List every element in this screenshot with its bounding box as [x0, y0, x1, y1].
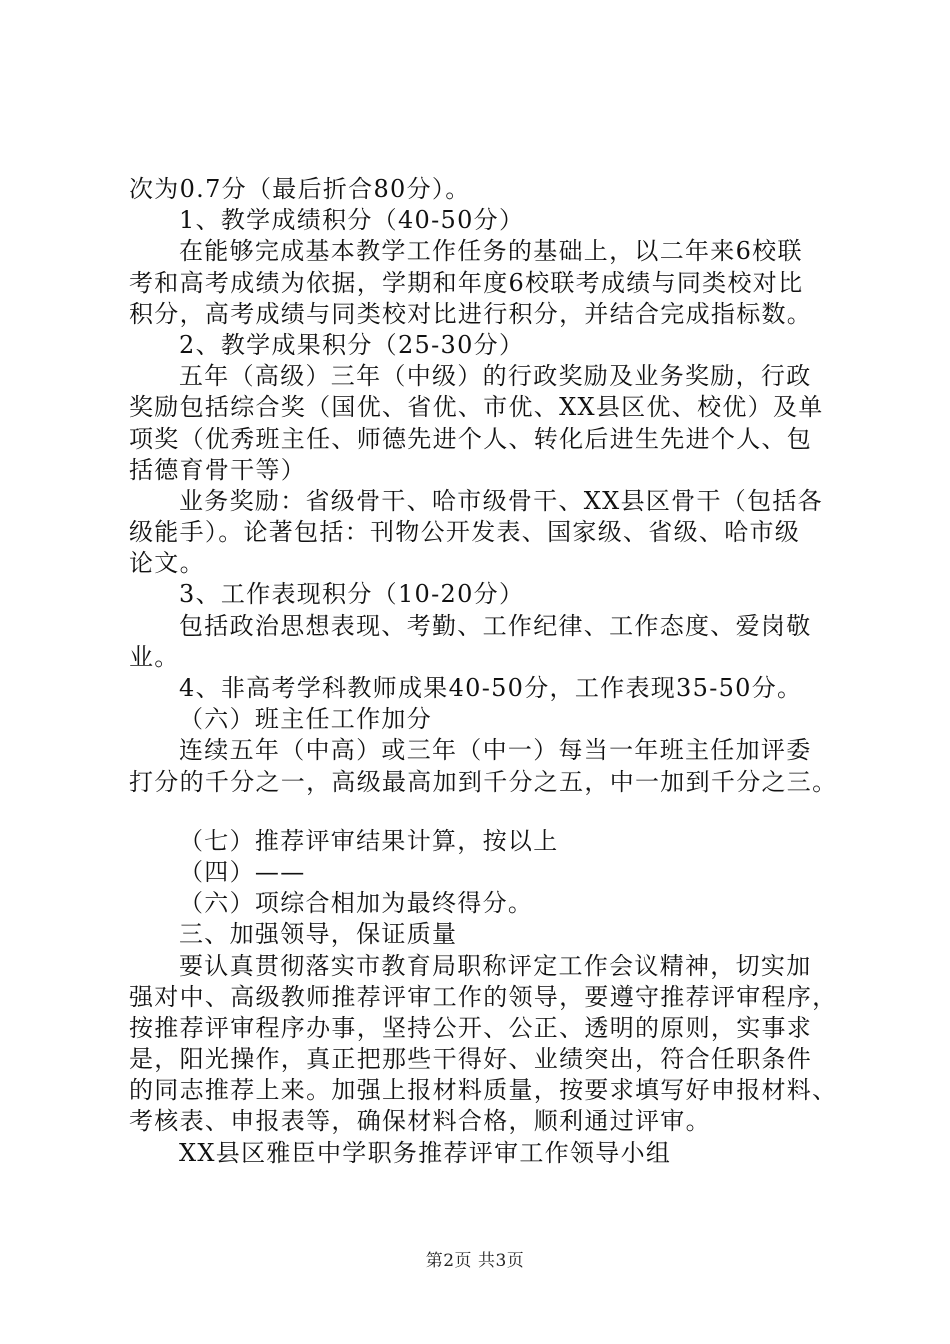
paragraph	[129, 579, 849, 610]
text-line: （六）项综合相加为最终得分。	[179, 889, 534, 918]
text-line: 项奖（优秀班主任、师德先进个人、转化后进生先进个人、包	[129, 424, 813, 453]
text-line: XX县区雅臣中学职务推荐评审工作领导小组	[179, 1138, 672, 1167]
text-line: 论文。	[129, 549, 205, 578]
paragraph	[129, 174, 849, 205]
text-line: 奖励包括综合奖（国优、省优、市优、XX县区优、校优）及单	[129, 393, 824, 422]
document-body	[129, 174, 849, 1169]
text-line: 三、加强领导，保证质量	[179, 920, 458, 949]
paragraph	[129, 486, 849, 580]
text-line: 2、教学成果积分（25-30分）	[179, 330, 525, 359]
text-line: 是，阳光操作，真正把那些干得好、业绩突出，符合任职条件	[129, 1045, 813, 1074]
text-line: （四）——	[179, 857, 306, 886]
text-line: 业。	[129, 642, 180, 671]
text-line: 1、教学成绩积分（40-50分）	[179, 206, 525, 235]
paragraph	[129, 1138, 849, 1169]
text-line: 打分的千分之一，高级最高加到千分之五，中一加到千分之三。	[129, 767, 838, 796]
text-line: 包括政治思想表现、考勤、工作纪律、工作态度、爱岗敬	[179, 611, 812, 640]
text-line: 级能手）。论著包括：刊物公开发表、国家级、省级、哈市级	[129, 518, 801, 547]
text-line: 连续五年（中高）或三年（中一）每当一年班主任加评委	[179, 736, 812, 765]
text-line: （六）班主任工作加分	[179, 705, 432, 734]
paragraph	[129, 919, 849, 950]
paragraph	[129, 236, 849, 330]
text-line: 在能够完成基本教学工作任务的基础上，以二年来6校联	[179, 237, 803, 266]
paragraph	[129, 735, 849, 797]
text-line: 的同志推荐上来。加强上报材料质量，按要求填写好申报材料、	[129, 1076, 838, 1105]
text-line: 3、工作表现积分（10-20分）	[179, 580, 525, 609]
paragraph	[129, 611, 849, 673]
text-line: 按推荐评审程序办事，坚持公开、公正、透明的原则，实事求	[129, 1013, 813, 1042]
text-line: （七）推荐评审结果计算，按以上	[179, 826, 559, 855]
paragraph	[129, 673, 849, 704]
text-line: 考和高考成绩为依据，学期和年度6校联考成绩与同类校对比	[129, 268, 804, 297]
paragraph	[129, 361, 849, 486]
paragraph	[129, 888, 849, 919]
text-line: 4、非高考学科教师成果40-50分，工作表现35-50分。	[179, 674, 803, 702]
paragraph	[129, 205, 849, 236]
text-line: 五年（高级）三年（中级）的行政奖励及业务奖励，行政	[179, 362, 812, 391]
page-footer: 第2页 共3页	[425, 1251, 525, 1271]
paragraph	[129, 826, 849, 857]
text-line: 要认真贯彻落实市教育局职称评定工作会议精神，切实加	[179, 951, 812, 980]
text-line: 括德育骨干等）	[129, 455, 307, 484]
text-line: 次为0.7分（最后折合80分）。	[129, 175, 471, 203]
paragraph	[129, 704, 849, 735]
paragraph	[129, 857, 849, 888]
paragraph	[129, 951, 849, 1138]
text-line: 考核表、申报表等，确保材料合格，顺利通过评审。	[129, 1107, 711, 1136]
paragraph-gap	[129, 798, 849, 826]
text-line: 强对中、高级教师推荐评审工作的领导，要遵守推荐评审程序，	[129, 982, 838, 1011]
text-line: 积分，高考成绩与同类校对比进行积分，并结合完成指标数。	[129, 299, 813, 328]
text-line: 业务奖励：省级骨干、哈市级骨干、XX县区骨干（包括各	[179, 486, 823, 515]
paragraph	[129, 330, 849, 361]
